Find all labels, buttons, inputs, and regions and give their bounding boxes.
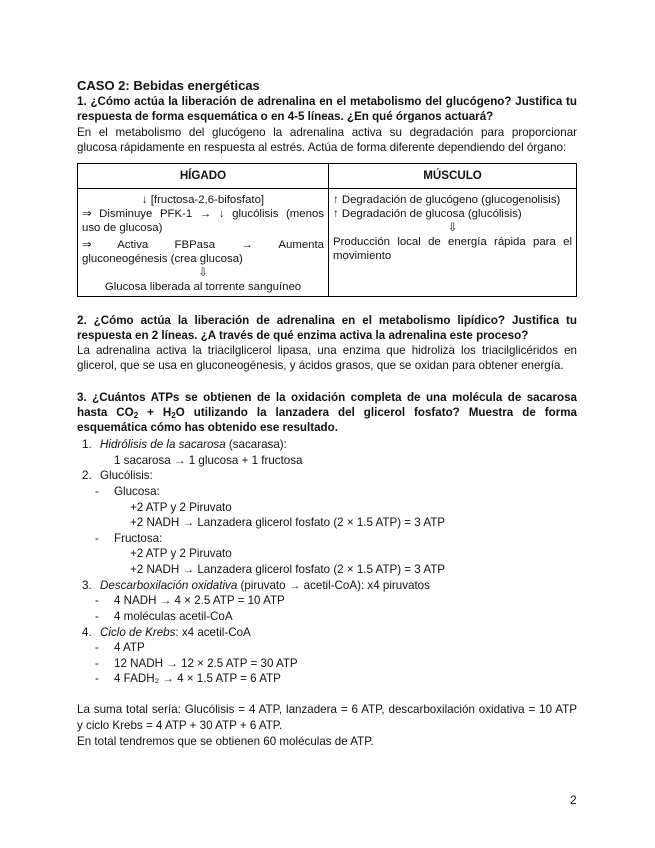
step-1-heading: Hidrólisis de la sacarosa (sacarasa): <box>100 438 287 451</box>
muscle-line: ↑ Degradación de glucógeno (glucogenolisis) <box>333 194 561 206</box>
adrenaline-organ-table <box>77 163 577 297</box>
dash-bullet: - <box>95 485 99 498</box>
step-line: +2 NADH → Lanzadera glicerol fosfato (2 × 1.5 ATP) = 3 ATP <box>130 516 446 529</box>
liver-line: uso de glucosa) <box>82 222 163 234</box>
sub-heading: Glucosa: <box>114 485 160 498</box>
step-number: 1. <box>82 438 92 451</box>
down-arrow-icon: ⇩ <box>447 222 458 234</box>
liver-line: ⇒ Disminuye PFK-1 → ↓ glucólisis (menos <box>82 208 324 220</box>
dash-bullet: - <box>95 594 99 607</box>
dash-bullet: - <box>95 641 99 654</box>
step-line: 4 NADH → 4 × 2.5 ATP = 10 ATP <box>114 594 285 607</box>
liver-line: gluconeogénesis (crea glucosa) <box>82 253 243 265</box>
step-line: 4 ATP <box>114 641 145 654</box>
dash-bullet: - <box>95 672 99 685</box>
sub-heading: Fructosa: <box>114 532 163 545</box>
liver-cell <box>78 189 329 297</box>
step-3-heading: Descarboxilación oxidativa (piruvato → acetil-CoA): x4 piruvatos <box>100 579 430 592</box>
table-header-muscle: MÚSCULO <box>329 164 577 189</box>
step-4-heading: Ciclo de Krebs: x4 acetil-CoA <box>100 626 251 639</box>
muscle-cell <box>329 189 577 297</box>
case-title: CASO 2: Bebidas energéticas <box>77 78 260 93</box>
dash-bullet: - <box>95 657 99 670</box>
q2-answer-line: La adrenalina activa la triacilglicerol lipasa, una enzima que hidroliza los triacilglicéridos en <box>77 344 577 357</box>
step-number: 2. <box>82 469 92 482</box>
step-2-heading: Glucólisis: <box>100 469 153 482</box>
liver-line: Glucosa liberada al torrente sanguíneo <box>104 281 302 293</box>
down-arrow-icon: ⇩ <box>198 267 208 279</box>
q1-question-line: respuesta de forma esquemática o en 4-5 líneas. ¿En qué órganos actuará? <box>77 110 494 123</box>
q3-question-line: 3. ¿Cuántos ATPs se obtienen de la oxidación completa de una molécula de sacarosa <box>77 391 577 404</box>
step-line: +2 NADH → Lanzadera glicerol fosfato (2 × 1.5 ATP) = 3 ATP <box>130 563 446 576</box>
q2-question-line: respuesta en 2 líneas. ¿A través de qué enzima activa la adrenalina este proceso? <box>77 329 529 342</box>
summary-line: En total tendremos que se obtienen 60 moléculas de ATP. <box>77 735 374 748</box>
step-line: 12 NADH → 12 × 2.5 ATP = 30 ATP <box>114 657 298 670</box>
q1-answer-line: En el metabolismo del glucógeno la adrenalina activa su degradación para proporcionar <box>77 126 577 139</box>
muscle-line: ↑ Degradación de glucosa (glucólisis) <box>333 208 522 220</box>
summary-line: y ciclo Krebs = 4 ATP + 30 ATP + 6 ATP. <box>77 719 283 732</box>
q1-question-line: 1. ¿Cómo actúa la liberación de adrenalina en el metabolismo del glucógeno? Justifica tu <box>77 95 577 108</box>
dash-bullet: - <box>95 532 99 545</box>
q2-question-line: 2. ¿Cómo actúa la liberación de adrenalina en el metabolismo lipídico? Justifica tu <box>77 314 577 327</box>
liver-line: ↓ [fructosa-2,6-bifosfato] <box>141 194 265 206</box>
q3-question-line: hasta $CO_2 + H_2O$ utilizando la lanzadera del glicerol fosfato? Muestra de forma <box>77 406 577 420</box>
step-number: 4. <box>82 626 92 639</box>
page-number: 2 <box>570 793 577 807</box>
summary-line: La suma total sería: Glucólisis = 4 ATP, lanzadera = 6 ATP, descarboxilación oxidativa = 10 ATP <box>77 703 577 716</box>
muscle-line: movimiento <box>333 250 392 262</box>
step-line: 1 sacarosa → 1 glucosa + 1 fructosa <box>114 454 303 467</box>
q3-question-line: esquemática cómo has obtenido ese resultado. <box>77 421 338 434</box>
step-number: 3. <box>82 579 92 592</box>
liver-line: ⇒ Activa FBPasa → Aumenta <box>82 239 324 251</box>
dash-bullet: - <box>95 610 99 623</box>
step-line: 4 FADH₂ → 4 × 1.5 ATP = 6 ATP <box>114 672 281 685</box>
step-line: 4 moléculas acetil-CoA <box>114 610 233 623</box>
step-line: +2 ATP y 2 Piruvato <box>130 547 232 560</box>
q2-answer-line: glicerol, que se usa en gluconeogénesis, y ácidos grasos, que se oxidan para obtener energía. <box>77 359 564 372</box>
q1-answer-line: glucosa rápidamente en respuesta al estrés. Actúa de forma diferente dependiendo del órgano: <box>77 141 567 154</box>
muscle-line: Producción local de energía rápida para el <box>333 236 572 248</box>
table-header-liver: HÍGADO <box>78 164 329 189</box>
step-line: +2 ATP y 2 Piruvato <box>130 501 232 514</box>
